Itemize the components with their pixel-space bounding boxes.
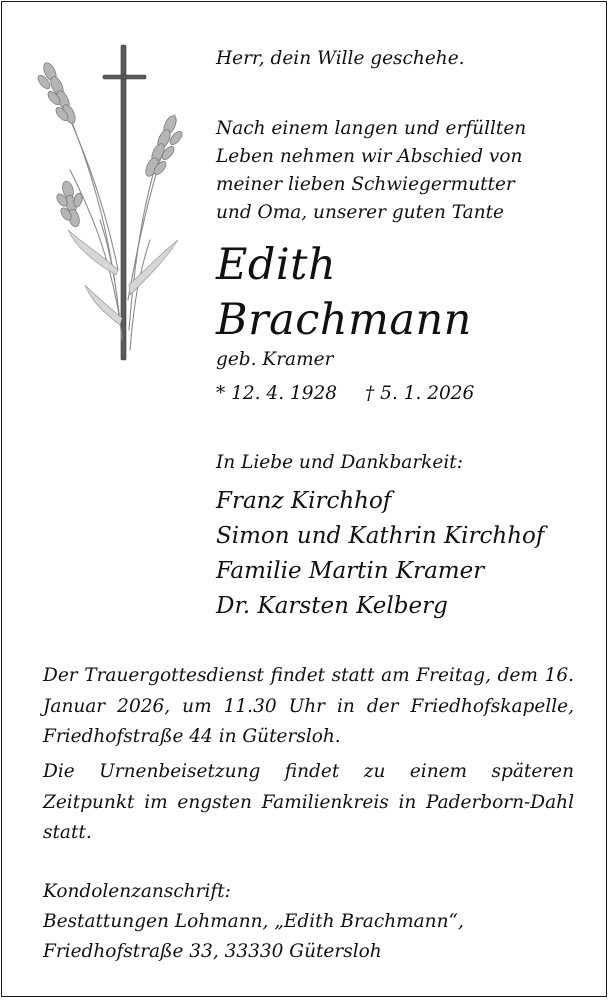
intro-line: Nach einem langen und erfüllten: [216, 118, 527, 139]
mourner-name: Dr. Karsten Kelberg: [216, 593, 448, 619]
maiden-name-text: geb. Kramer: [216, 349, 334, 370]
condolence-address: [43, 877, 583, 967]
intro-text: [216, 115, 596, 227]
mourner-name: Familie Martin Kramer: [216, 558, 485, 584]
intro-line: Leben nehmen wir Abschied von: [216, 146, 523, 167]
cross-with-wheat-icon: [30, 40, 190, 380]
life-dates: [216, 380, 596, 408]
service-paragraph: Der Trauergottesdienst findet statt am Freitag, dem 16. Januar 2026, um 11.30 Uhr in der Friedhofskapelle, Friedhofstraße 44 in Gütersloh.: [43, 665, 574, 747]
mourner-name: Simon und Kathrin Kirchhof: [216, 523, 545, 549]
mourner-name: Franz Kirchhof: [216, 488, 392, 514]
mourners-list: [216, 484, 596, 624]
love-line-text: In Liebe und Dankbarkeit:: [216, 452, 463, 473]
death-date: † 5. 1. 2026: [365, 383, 475, 404]
first-name: Edith: [216, 240, 337, 290]
verse-text: Herr, dein Wille geschehe.: [216, 48, 465, 69]
last-name: Brachmann: [216, 295, 472, 345]
love-line: [216, 449, 596, 477]
birth-date: * 12. 4. 1928: [216, 383, 338, 404]
intro-line: und Oma, unserer guten Tante: [216, 202, 505, 223]
maiden-name: [216, 346, 596, 374]
condolence-line: Friedhofstraße 33, 33330 Gütersloh: [43, 941, 382, 962]
intro-line: meiner lieben Schwiegermutter: [216, 174, 515, 195]
bible-verse: [216, 45, 596, 73]
burial-paragraph: Die Urnenbeisetzung findet zu einem späteren Zeitpunkt im engsten Familienkreis in Paderborn-Dahl statt.: [43, 761, 574, 843]
deceased-name: [216, 238, 596, 348]
condolence-line: Bestattungen Lohmann, „Edith Brachmann“,: [43, 911, 464, 932]
condolence-label: Kondolenzanschrift:: [43, 881, 231, 902]
